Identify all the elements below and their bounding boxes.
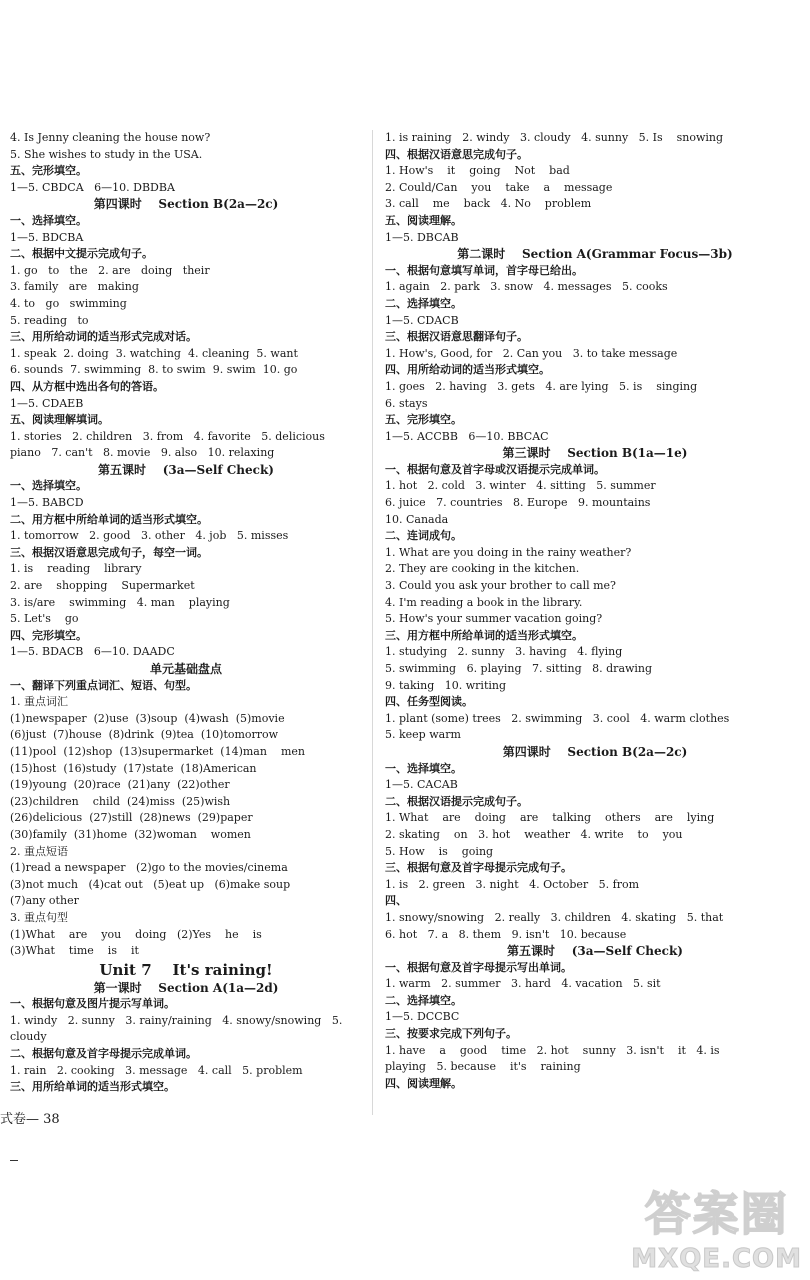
answer-line: 5. She wishes to study in the USA. bbox=[10, 147, 203, 161]
lesson-heading: 第一课时 Section A(1a—2d) bbox=[93, 980, 279, 995]
section-heading: 五、阅读理解填词。 bbox=[10, 413, 109, 427]
unit-title: Unit 7 It's raining! bbox=[99, 960, 273, 979]
answer-line: 4. I'm reading a book in the library. bbox=[385, 595, 583, 609]
section-heading: 一、根据句意及图片提示写单词。 bbox=[10, 997, 175, 1011]
answer-line: 1. is raining 2. windy 3. cloudy 4. sunny 5. Is snowing bbox=[385, 131, 724, 144]
answer-line: 1. have a good time 2. hot sunny 3. isn't it 4. is bbox=[385, 1043, 720, 1057]
left-column bbox=[10, 130, 362, 1096]
answer-line: 1. studying 2. sunny 3. having 4. flying bbox=[385, 645, 623, 659]
answer-line: 1. go to the 2. are doing their bbox=[10, 263, 210, 277]
section-heading: 四、 bbox=[385, 894, 407, 908]
answer-line: 2. skating on 3. hot weather 4. write to you bbox=[385, 827, 683, 841]
answer-line: 1. 重点词汇 bbox=[10, 695, 68, 709]
answer-line: 1—5. DBCAB bbox=[385, 230, 459, 244]
answer-line: 1. hot 2. cold 3. winter 4. sitting 5. summer bbox=[385, 479, 656, 493]
section-heading: 三、根据句意及首字母提示完成句子。 bbox=[385, 861, 572, 875]
answer-line: 3. family are making bbox=[10, 280, 139, 294]
section-heading: 一、根据句意及首字母提示写出单词。 bbox=[385, 960, 572, 974]
answer-line: 2. They are cooking in the kitchen. bbox=[385, 562, 580, 576]
watermark-logo: 答案圈 bbox=[644, 1187, 789, 1241]
answer-line: 5. How is going bbox=[385, 844, 494, 858]
answer-line: 2. are shopping Supermarket bbox=[10, 579, 195, 593]
answer-line: 1—5. BDCBA bbox=[10, 230, 84, 244]
section-heading: 二、根据汉语提示完成句子。 bbox=[385, 794, 528, 808]
answer-line: (3)What time is it bbox=[10, 944, 139, 958]
answer-line: 2. Could/Can you take a message bbox=[385, 180, 613, 194]
answer-line: (11)pool (12)shop (13)supermarket (14)man men bbox=[10, 744, 305, 758]
answer-line: playing 5. because it's raining bbox=[385, 1060, 581, 1074]
answer-line: 3. 重点句型 bbox=[10, 910, 68, 924]
lesson-heading: 第二课时 Section A(Grammar Focus—3b) bbox=[457, 247, 733, 262]
section-heading: 三、用所给单词的适当形式填空。 bbox=[10, 1080, 175, 1094]
answer-line: 1—5. ACCBB 6—10. BBCAC bbox=[385, 429, 549, 443]
answer-line: 1. speak 2. doing 3. watching 4. cleaning 5. want bbox=[10, 346, 298, 360]
answer-line: 1—5. CDAEB bbox=[10, 396, 84, 410]
section-heading: 四、完形填空。 bbox=[10, 628, 87, 642]
section-heading: 三、按要求完成下列句子。 bbox=[385, 1027, 517, 1041]
answer-line: (7)any other bbox=[10, 894, 79, 908]
answer-line: 5. Let's go bbox=[10, 612, 79, 626]
answer-line: 2. 重点短语 bbox=[10, 844, 68, 858]
right-column bbox=[385, 130, 805, 1092]
answer-line: 1. What are you doing in the rainy weather? bbox=[385, 545, 632, 559]
answer-line: (3)not much (4)cat out (5)eat up (6)make soup bbox=[10, 877, 291, 891]
section-heading: 一、选择填空。 bbox=[385, 761, 462, 775]
answer-line: 6. juice 7. countries 8. Europe 9. mountains bbox=[385, 496, 651, 510]
answer-line: 6. stays bbox=[385, 396, 428, 410]
section-heading: 三、根据汉语意思完成句子，每空一词。 bbox=[10, 545, 208, 559]
answer-line: (30)family (31)home (32)woman women bbox=[10, 827, 251, 841]
section-heading: 二、选择填空。 bbox=[385, 993, 462, 1007]
lesson-heading: 第五课时 (3a—Self Check) bbox=[507, 944, 683, 959]
answer-line: 1—5. CACAB bbox=[385, 778, 458, 792]
answer-line: (6)just (7)house (8)drink (9)tea (10)tomorrow bbox=[10, 728, 279, 742]
answer-line: 1. What are doing are talking others are lying bbox=[385, 811, 715, 825]
answer-line: 5. reading to bbox=[10, 313, 89, 327]
answer-line: 5. How's your summer vacation going? bbox=[385, 612, 603, 626]
answer-line: 3. Could you ask your brother to call me? bbox=[385, 579, 616, 593]
section-heading: 二、连词成句。 bbox=[385, 529, 462, 543]
answer-line: 1. tomorrow 2. good 3. other 4. job 5. misses bbox=[10, 529, 289, 543]
footer-mark bbox=[10, 1160, 18, 1161]
section-heading: 三、根据汉语意思翻译句子。 bbox=[385, 330, 528, 344]
lesson-heading: 单元基础盘点 bbox=[149, 662, 222, 676]
section-heading: 四、阅读理解。 bbox=[385, 1076, 462, 1090]
answer-line: 6. sounds 7. swimming 8. to swim 9. swim 10. go bbox=[10, 363, 298, 377]
answer-line: 1—5. BABCD bbox=[10, 496, 84, 510]
answer-line: (1)What are you doing (2)Yes he is bbox=[10, 927, 262, 941]
page-number: 式卷— 38 bbox=[0, 1112, 60, 1127]
section-heading: 一、翻译下列重点词汇、短语、句型。 bbox=[10, 678, 197, 692]
section-heading: 三、用所给动词的适当形式完成对话。 bbox=[10, 330, 197, 344]
answer-line: 1—5. BDACB 6—10. DAADC bbox=[10, 645, 175, 659]
watermark-url: MXQE.COM bbox=[631, 1244, 802, 1274]
answer-line: 3. call me back 4. No problem bbox=[385, 197, 592, 211]
answer-line: 3. is/are swimming 4. man playing bbox=[10, 595, 230, 609]
answer-line: (1)newspaper (2)use (3)soup (4)wash (5)movie bbox=[10, 711, 285, 725]
answer-line: 10. Canada bbox=[385, 512, 449, 526]
watermark bbox=[631, 1178, 802, 1274]
answer-line: cloudy bbox=[10, 1030, 47, 1044]
answer-line: 1. again 2. park 3. snow 4. messages 5. cooks bbox=[385, 280, 668, 294]
answer-line: (23)children child (24)miss (25)wish bbox=[10, 794, 231, 808]
section-heading: 三、用方框中所给单词的适当形式填空。 bbox=[385, 628, 583, 642]
lesson-heading: 第三课时 Section B(1a—1e) bbox=[502, 446, 688, 461]
section-heading: 一、根据句意填写单词，首字母已给出。 bbox=[385, 263, 583, 277]
answer-line: 1. stories 2. children 3. from 4. favorite 5. delicious bbox=[10, 429, 325, 443]
answer-line: 1. rain 2. cooking 3. message 4. call 5. problem bbox=[10, 1063, 303, 1077]
answer-line: 1. plant (some) trees 2. swimming 3. cool 4. warm clothes bbox=[385, 711, 730, 725]
answer-line: 1—5. DCCBC bbox=[385, 1010, 460, 1024]
section-heading: 一、选择填空。 bbox=[10, 479, 87, 493]
answer-line: 5. swimming 6. playing 7. sitting 8. drawing bbox=[385, 662, 653, 675]
answer-line: 1—5. CBDCA 6—10. DBDBA bbox=[10, 180, 175, 194]
section-heading: 一、根据句意及首字母或汉语提示完成单词。 bbox=[385, 462, 605, 476]
section-heading: 五、完形填空。 bbox=[385, 413, 462, 427]
answer-line: 1. How's it going Not bad bbox=[385, 164, 570, 178]
lesson-heading: 第四课时 Section B(2a—2c) bbox=[93, 197, 279, 212]
answer-line: 1. goes 2. having 3. gets 4. are lying 5. is singing bbox=[385, 379, 698, 393]
answer-line: 1. How's, Good, for 2. Can you 3. to take message bbox=[385, 346, 678, 360]
section-heading: 五、阅读理解。 bbox=[385, 213, 462, 227]
answer-line: 1. windy 2. sunny 3. rainy/raining 4. snowy/snowing 5. bbox=[10, 1013, 343, 1027]
section-heading: 五、完形填空。 bbox=[10, 164, 87, 178]
section-heading: 四、用所给动词的适当形式填空。 bbox=[385, 363, 550, 377]
answer-line: (26)delicious (27)still (28)news (29)paper bbox=[10, 811, 253, 825]
section-heading: 一、选择填空。 bbox=[10, 213, 87, 227]
section-heading: 四、根据汉语意思完成句子。 bbox=[385, 147, 528, 161]
answer-line: 1. warm 2. summer 3. hard 4. vacation 5. sit bbox=[385, 977, 661, 991]
answer-line: piano 7. can't 8. movie 9. also 10. relaxing bbox=[10, 446, 275, 460]
answer-line: (15)host (16)study (17)state (18)American bbox=[10, 761, 257, 775]
answer-line: 9. taking 10. writing bbox=[385, 678, 507, 692]
answer-line: 4. to go swimming bbox=[10, 296, 127, 310]
column-divider bbox=[372, 130, 373, 1115]
answer-line: 1. is reading library bbox=[10, 562, 142, 576]
section-heading: 四、从方框中选出各句的答语。 bbox=[10, 379, 164, 393]
section-heading: 四、任务型阅读。 bbox=[385, 695, 473, 709]
section-heading: 二、根据中文提示完成句子。 bbox=[10, 247, 153, 261]
answer-line: (1)read a newspaper (2)go to the movies/cinema bbox=[10, 861, 288, 875]
lesson-heading: 第五课时 (3a—Self Check) bbox=[98, 462, 274, 477]
answer-line: 6. hot 7. a 8. them 9. isn't 10. because bbox=[385, 927, 627, 941]
answer-line: (19)young (20)race (21)any (22)other bbox=[10, 778, 230, 792]
section-heading: 二、用方框中所给单词的适当形式填空。 bbox=[10, 512, 208, 526]
lesson-heading: 第四课时 Section B(2a—2c) bbox=[502, 744, 688, 759]
answer-line: 5. keep warm bbox=[385, 728, 461, 742]
section-heading: 二、根据句意及首字母提示完成单词。 bbox=[10, 1047, 197, 1061]
answer-line: 1. snowy/snowing 2. really 3. children 4. skating 5. that bbox=[385, 910, 724, 924]
answer-line: 1. is 2. green 3. night 4. October 5. from bbox=[385, 877, 640, 891]
answer-line: 4. Is Jenny cleaning the house now? bbox=[10, 131, 211, 144]
answer-line: 1—5. CDACB bbox=[385, 313, 459, 327]
section-heading: 二、选择填空。 bbox=[385, 296, 462, 310]
